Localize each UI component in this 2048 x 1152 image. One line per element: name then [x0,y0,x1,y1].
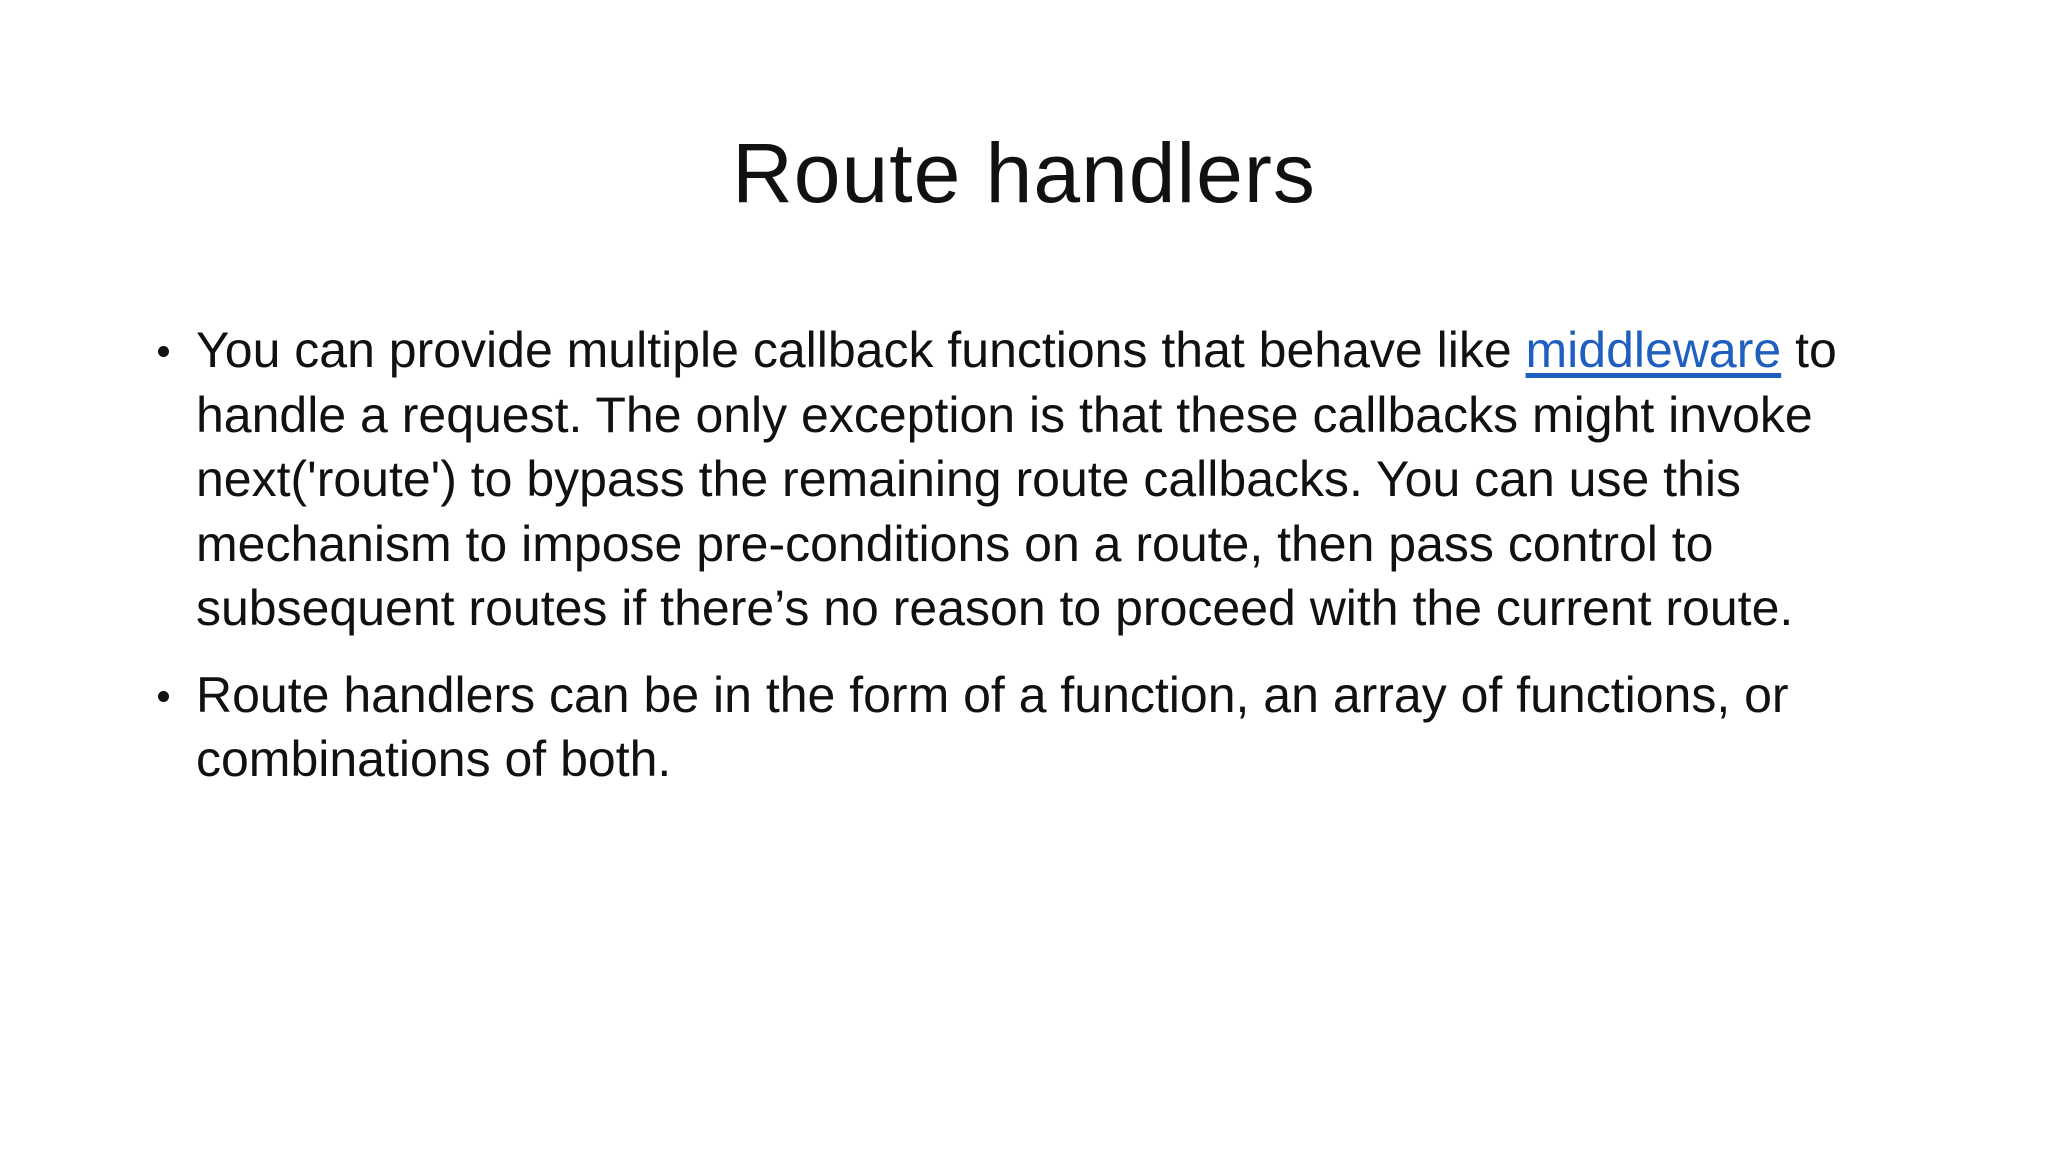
bullet-text-before-link: You can provide multiple callback functions that behave like [196,322,1526,378]
bullet-list [150,318,1910,814]
bullet-text-after-link: to handle a request. The only exception is that these callbacks might invoke next('route') to bypass the remaining route callbacks. You can use this mechanism to impose pre-conditions on a route, then pass control to subsequent routes if there’s no reason to proceed with the current route. [196,322,1837,636]
middleware-link[interactable]: middleware [1525,322,1782,378]
bullet-icon [158,346,169,357]
slide-title: Route handlers [732,126,1316,220]
bullet-item-2 [150,663,1910,792]
bullet-icon [158,691,169,702]
bullet-item-1 [150,318,1910,641]
bullet-text: Route handlers can be in the form of a function, an array of functions, or combinations of both. [196,666,1789,787]
